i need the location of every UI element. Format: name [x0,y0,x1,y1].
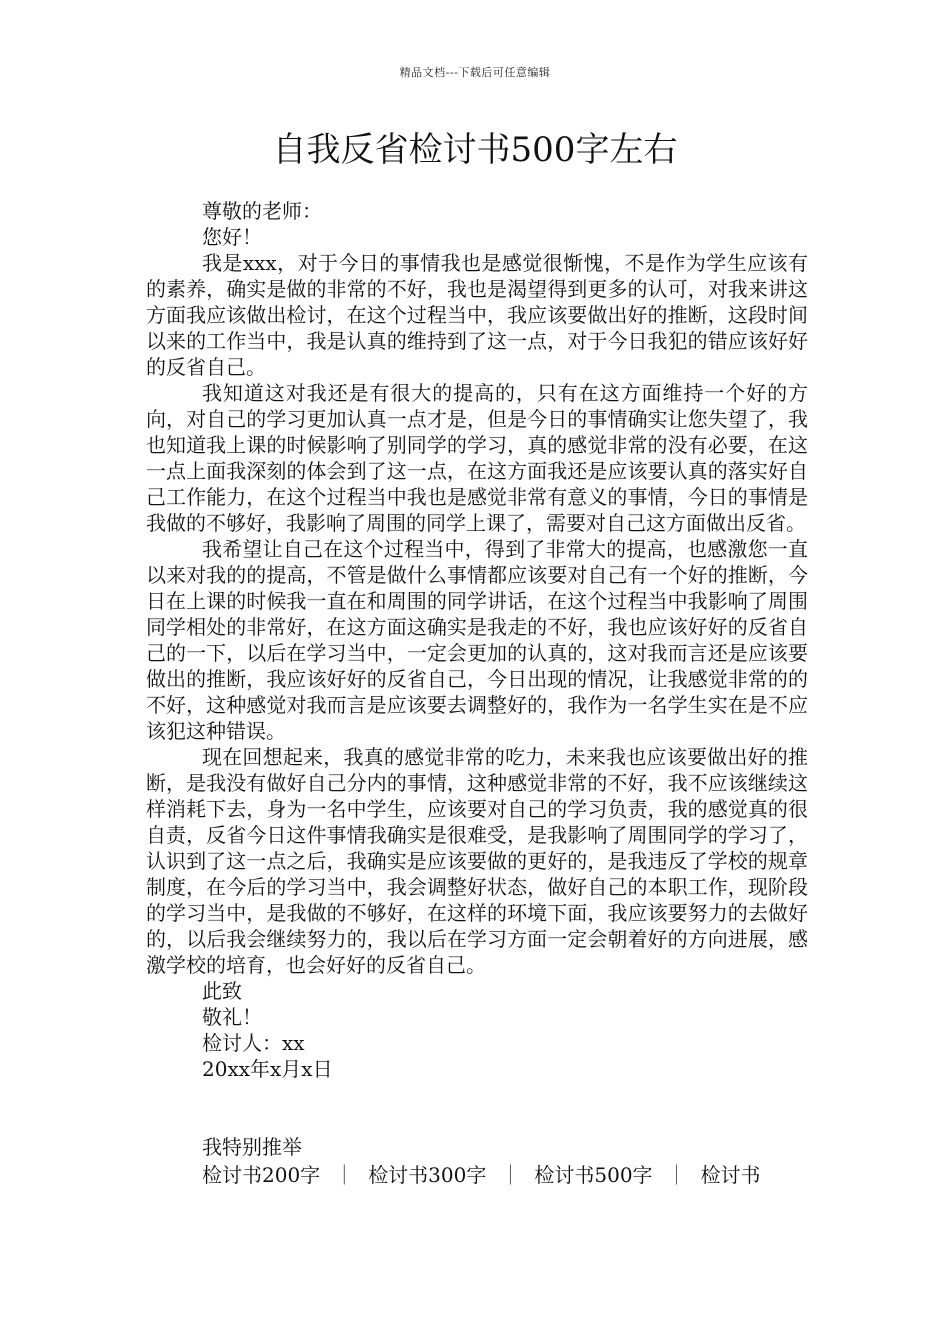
body-paragraph: 现在回想起来，我真的感觉非常的吃力，未来我也应该要做出好的推断，是我没有做好自己分内的事情，这种感觉非常的不好，我不应该继续这样消耗下去，身为一名中学生，应该要对自己的学习负责，我的感觉真的很自责，反省今日这件事情我确实是很难受，是我影响了周围同学的学习了，认识到了这一点之后，我确实是应该要做的更好的，是我违反了学校的规章制度，在今后的学习当中，我会调整好状态，做好自己的本职工作，现阶段的学习当中，是我做的不够好，在这样的环境下面，我应该要努力的去做好的，以后我会继续努力的，我以后在学习方面一定会朝着好的方向进展，感激学校的培育，也会好好的反省自己。 [146,745,808,977]
recommend-links [146,1162,808,1188]
spacer [146,1082,808,1134]
recommend-heading: 我特别推举 [202,1135,302,1159]
document-title: 自我反省检讨书500字左右 [272,130,678,170]
greeting: 您好！ [202,225,262,249]
link-separator: ｜ [334,1163,355,1187]
link-separator: ｜ [666,1163,687,1187]
salutation: 尊敬的老师： [202,199,322,223]
body-paragraph: 我是xxx，对于今日的事情我也是感觉很惭愧，不是作为学生应该有的素养，确实是做的非常的不好，我也是渴望得到更多的认可，对我来讲这方面我应该做出检讨，在这个过程当中，我应该要做出好的推断，这段时间以来的工作当中，我是认真的维持到了这一点，对于今日我犯的错应该好好的反省自己。 [146,251,808,379]
body-paragraph: 我希望让自己在这个过程当中，得到了非常大的提高，也感激您一直以来对我的的提高，不管是做什么事情都应该要对自己有一个好的推断，今日在上课的时候我一直在和周围的同学讲话，在这个过程当中我影响了周围同学相处的非常好，在这方面这确实是我走的不好，我也应该好好的反省自己的一下，以后在学习当中，一定会更加的认真的，这对我而言还是应该要做出的推断，我应该好好的反省自己，今日出现的情况，让我感觉非常的的不好，这种感觉对我而言是应该要去调整好的，我作为一名学生实在是不应该犯这种错误。 [146,537,808,743]
closing-line-1: 此致 [202,979,242,1003]
body-paragraph: 我知道这对我还是有很大的提高的，只有在这方面维持一个好的方向，对自己的学习更加认真一点才是，但是今日的事情确实让您失望了，我也知道我上课的时候影响了别同学的学习，真的感觉非常的没有必要，在这一点上面我深刻的体会到了这一点，在这方面我还是应该要认真的落实好自己工作能力，在这个过程当中我也是感觉非常有意义的事情，今日的事情是我做的不够好，我影响了周围的同学上课了，需要对自己这方面做出反省。 [146,381,808,535]
link-separator: ｜ [500,1163,521,1187]
document-body [146,198,808,1188]
header-note: 精品文档---下载后可任意编辑 [399,66,551,79]
date: 20xx年x月x日 [202,1057,333,1081]
closing-line-2: 敬礼！ [202,1005,262,1029]
recommend-link[interactable]: 检讨书300字 [368,1163,487,1187]
signer: 检讨人：xx [202,1031,305,1055]
recommend-link[interactable]: 检讨书 [700,1163,761,1187]
recommend-link[interactable]: 检讨书500字 [534,1163,653,1187]
recommend-link[interactable]: 检讨书200字 [202,1163,321,1187]
